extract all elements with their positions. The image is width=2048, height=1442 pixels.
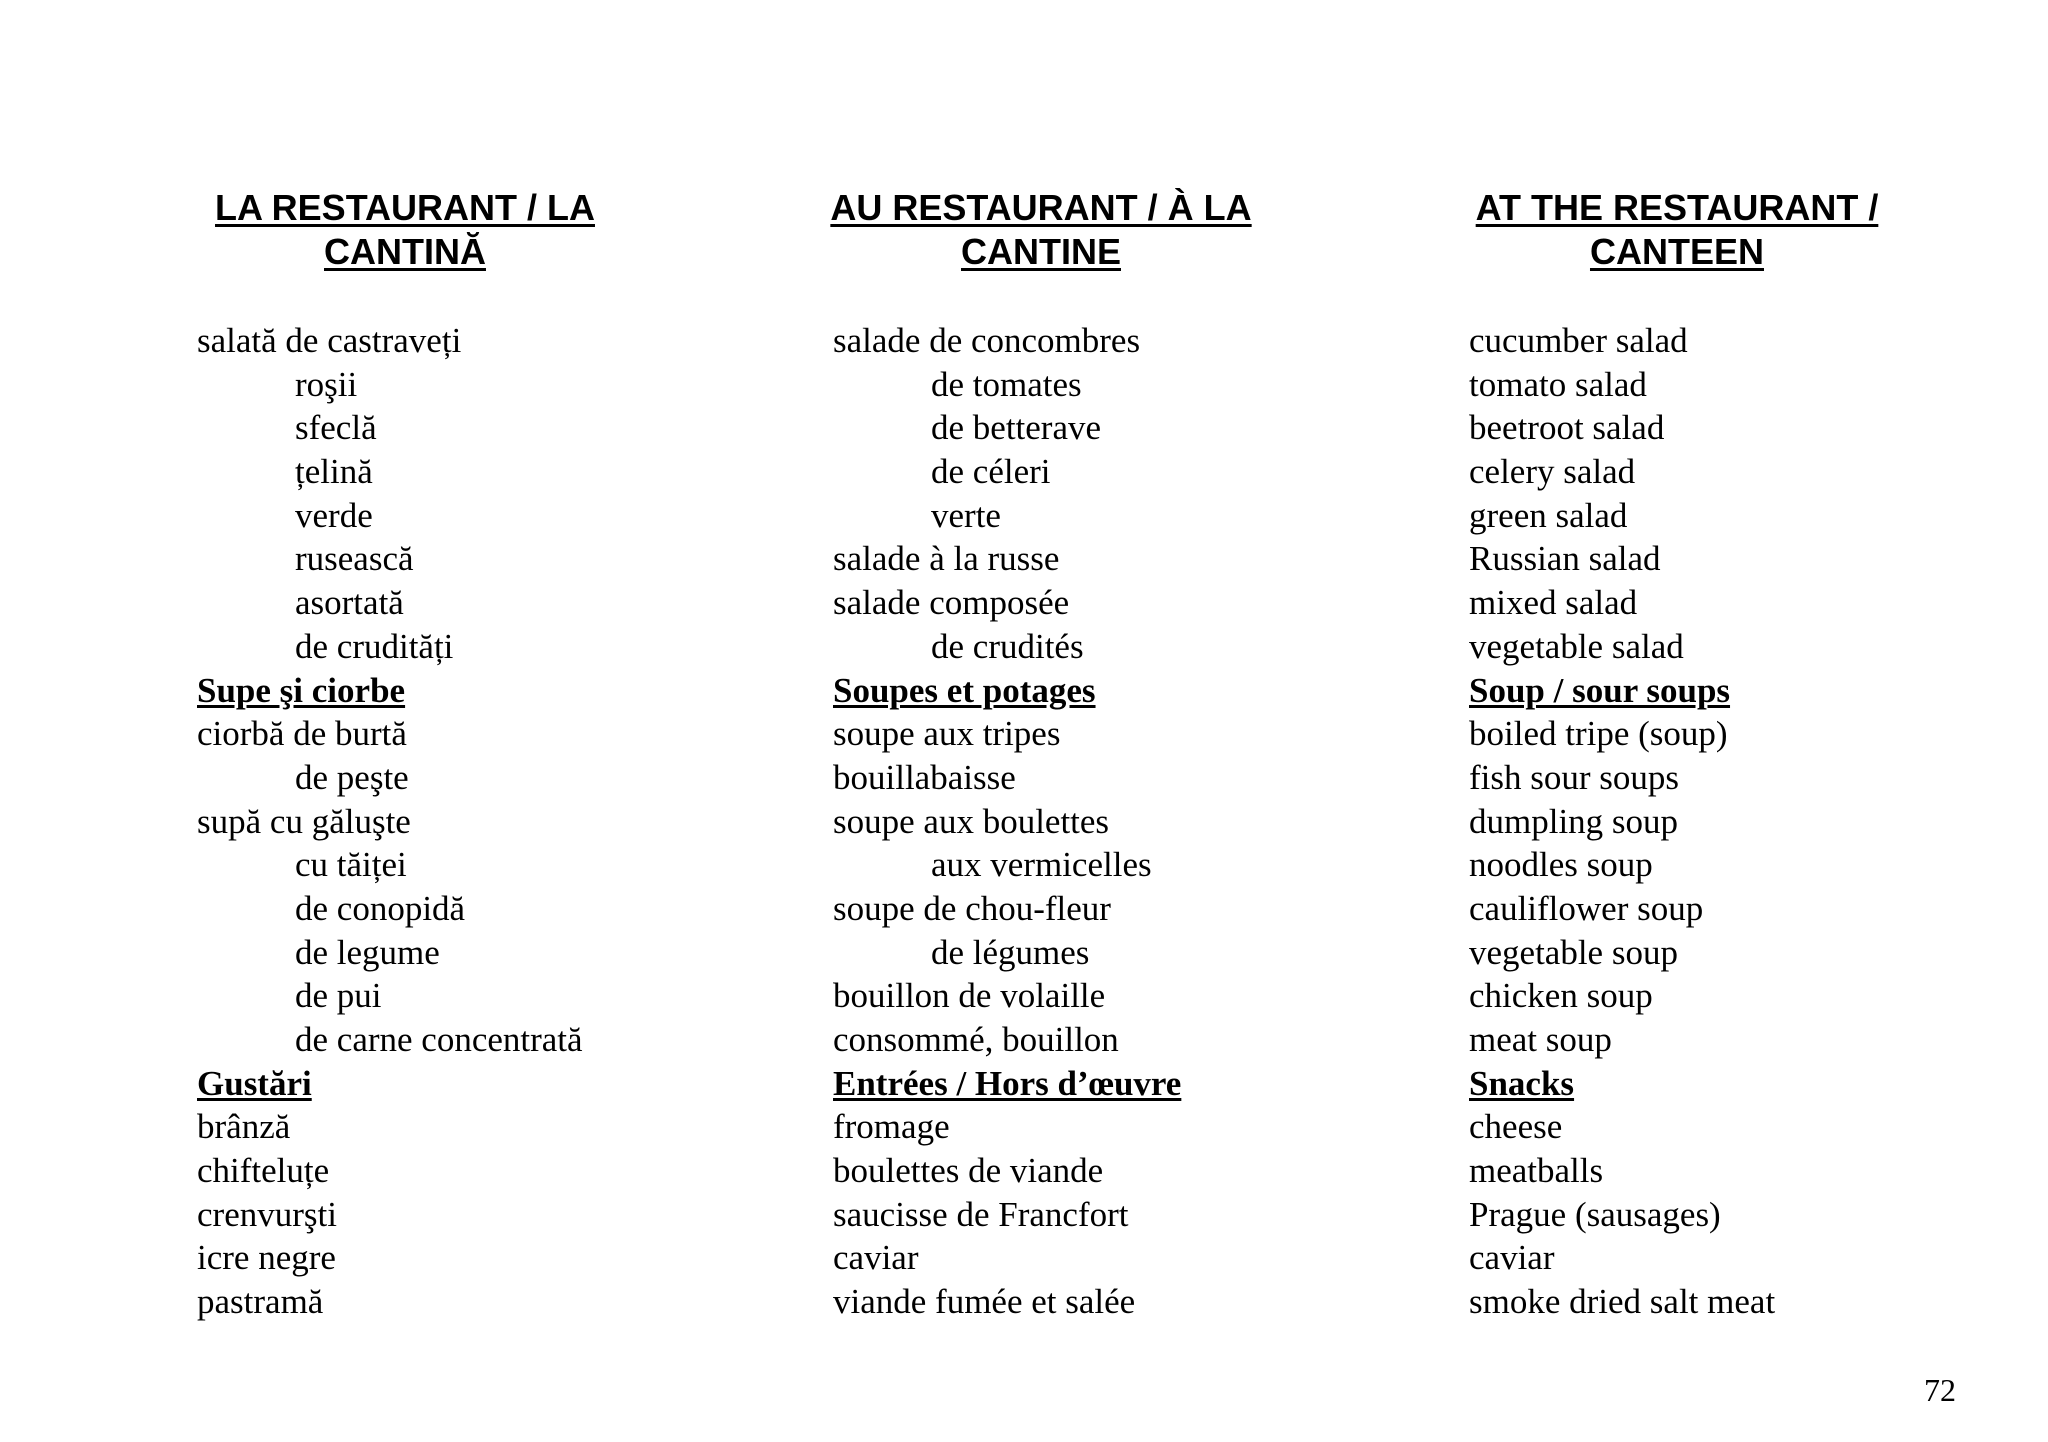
section-heading: Supe şi ciorbe bbox=[197, 670, 406, 710]
list-item: noodles soup bbox=[1469, 845, 1653, 885]
list-item: de peşte bbox=[295, 757, 409, 797]
list-item: consommé, bouillon bbox=[833, 1020, 1119, 1059]
list-item: green salad bbox=[1469, 495, 1628, 535]
list-item: saucisse de Francfort bbox=[833, 1194, 1129, 1234]
heading-line-1: LA RESTAURANT / LA bbox=[215, 187, 595, 228]
section-heading: Soup / sour soups bbox=[1469, 670, 1731, 710]
list-item: beetroot salad bbox=[1469, 408, 1665, 448]
list-item: brânză bbox=[197, 1107, 291, 1147]
list-item: cheese bbox=[1469, 1107, 1563, 1147]
list-item: Russian salad bbox=[1469, 539, 1661, 579]
page-number: 72 bbox=[1924, 1372, 1956, 1408]
heading-line-2: CANTINE bbox=[961, 231, 1121, 272]
column-heading bbox=[791, 186, 1291, 274]
entry-list bbox=[1469, 319, 1927, 1324]
entry-list bbox=[833, 319, 1291, 1324]
list-item: caviar bbox=[833, 1238, 919, 1278]
list-item: vegetable salad bbox=[1469, 626, 1684, 666]
list-item: de tomates bbox=[931, 364, 1082, 404]
list-item: fromage bbox=[833, 1107, 950, 1147]
section-heading: Gustări bbox=[197, 1063, 312, 1103]
list-item: de carne concentrată bbox=[295, 1020, 583, 1059]
list-item: de conopidă bbox=[295, 888, 466, 928]
list-item: tomato salad bbox=[1469, 364, 1647, 404]
section-heading: Soupes et potages bbox=[833, 670, 1096, 710]
list-item: ciorbă de burtă bbox=[197, 714, 407, 754]
section-heading: Snacks bbox=[1469, 1063, 1575, 1103]
list-item: caviar bbox=[1469, 1238, 1555, 1278]
list-item: rusească bbox=[295, 539, 414, 579]
list-item: verte bbox=[931, 495, 1001, 535]
list-item: celery salad bbox=[1469, 452, 1636, 492]
list-item: chifteluțe bbox=[197, 1151, 330, 1191]
list-item: de betterave bbox=[931, 408, 1102, 448]
list-item: supă cu găluşte bbox=[197, 801, 411, 841]
list-item: viande fumée et salée bbox=[833, 1282, 1136, 1322]
column-heading bbox=[1427, 186, 1927, 274]
list-item: vegetable soup bbox=[1469, 932, 1678, 972]
list-item: salată de castraveți bbox=[197, 321, 462, 360]
list-item: soupe de chou-fleur bbox=[833, 888, 1111, 928]
section-heading: Entrées / Hors d’œuvre bbox=[833, 1063, 1182, 1103]
list-item: de crudités bbox=[931, 626, 1084, 666]
list-item: smoke dried salt meat bbox=[1469, 1282, 1776, 1322]
list-item: Prague (sausages) bbox=[1469, 1194, 1721, 1234]
list-item: boiled tripe (soup) bbox=[1469, 714, 1728, 754]
list-item: salade de concombres bbox=[833, 321, 1141, 360]
column-french bbox=[830, 186, 1291, 1324]
list-item: verde bbox=[295, 495, 373, 535]
list-item: de légumes bbox=[931, 932, 1090, 972]
column-romanian bbox=[197, 186, 655, 1324]
list-item: asortată bbox=[295, 583, 404, 623]
heading-line-1: AT THE RESTAURANT / bbox=[1475, 187, 1879, 228]
list-item: de legume bbox=[295, 932, 440, 972]
heading-line-2: CANTINĂ bbox=[324, 231, 486, 272]
list-item: mixed salad bbox=[1469, 583, 1638, 623]
list-item: soupe aux tripes bbox=[833, 714, 1061, 754]
entry-list bbox=[197, 319, 655, 1324]
list-item: chicken soup bbox=[1469, 976, 1653, 1016]
list-item: fish sour soups bbox=[1469, 757, 1680, 797]
list-item: sfeclă bbox=[295, 408, 377, 448]
heading-line-1: AU RESTAURANT / À LA bbox=[830, 187, 1252, 228]
list-item: salade composée bbox=[833, 583, 1070, 623]
list-item: cucumber salad bbox=[1469, 321, 1688, 360]
list-item: soupe aux boulettes bbox=[833, 801, 1110, 841]
list-item: țelină bbox=[295, 452, 373, 492]
list-item: cauliflower soup bbox=[1469, 888, 1704, 928]
list-item: meatballs bbox=[1469, 1151, 1604, 1191]
list-item: cu tăiței bbox=[295, 845, 407, 885]
list-item: roşii bbox=[295, 364, 358, 404]
list-item: crenvurşti bbox=[197, 1194, 337, 1234]
list-item: meat soup bbox=[1469, 1020, 1612, 1059]
list-item: de céleri bbox=[931, 452, 1051, 492]
list-item: de crudități bbox=[295, 626, 454, 666]
list-item: dumpling soup bbox=[1469, 801, 1679, 841]
list-item: aux vermicelles bbox=[931, 845, 1152, 885]
list-item: icre negre bbox=[197, 1238, 336, 1278]
list-item: boulettes de viande bbox=[833, 1151, 1104, 1191]
list-item: salade à la russe bbox=[833, 539, 1060, 579]
list-item: bouillabaisse bbox=[833, 757, 1016, 797]
list-item: pastramă bbox=[197, 1282, 324, 1322]
heading-line-2: CANTEEN bbox=[1589, 231, 1764, 272]
column-heading bbox=[155, 186, 655, 274]
column-english bbox=[1469, 186, 1927, 1324]
list-item: de pui bbox=[295, 976, 382, 1016]
list-item: bouillon de volaille bbox=[833, 976, 1106, 1016]
